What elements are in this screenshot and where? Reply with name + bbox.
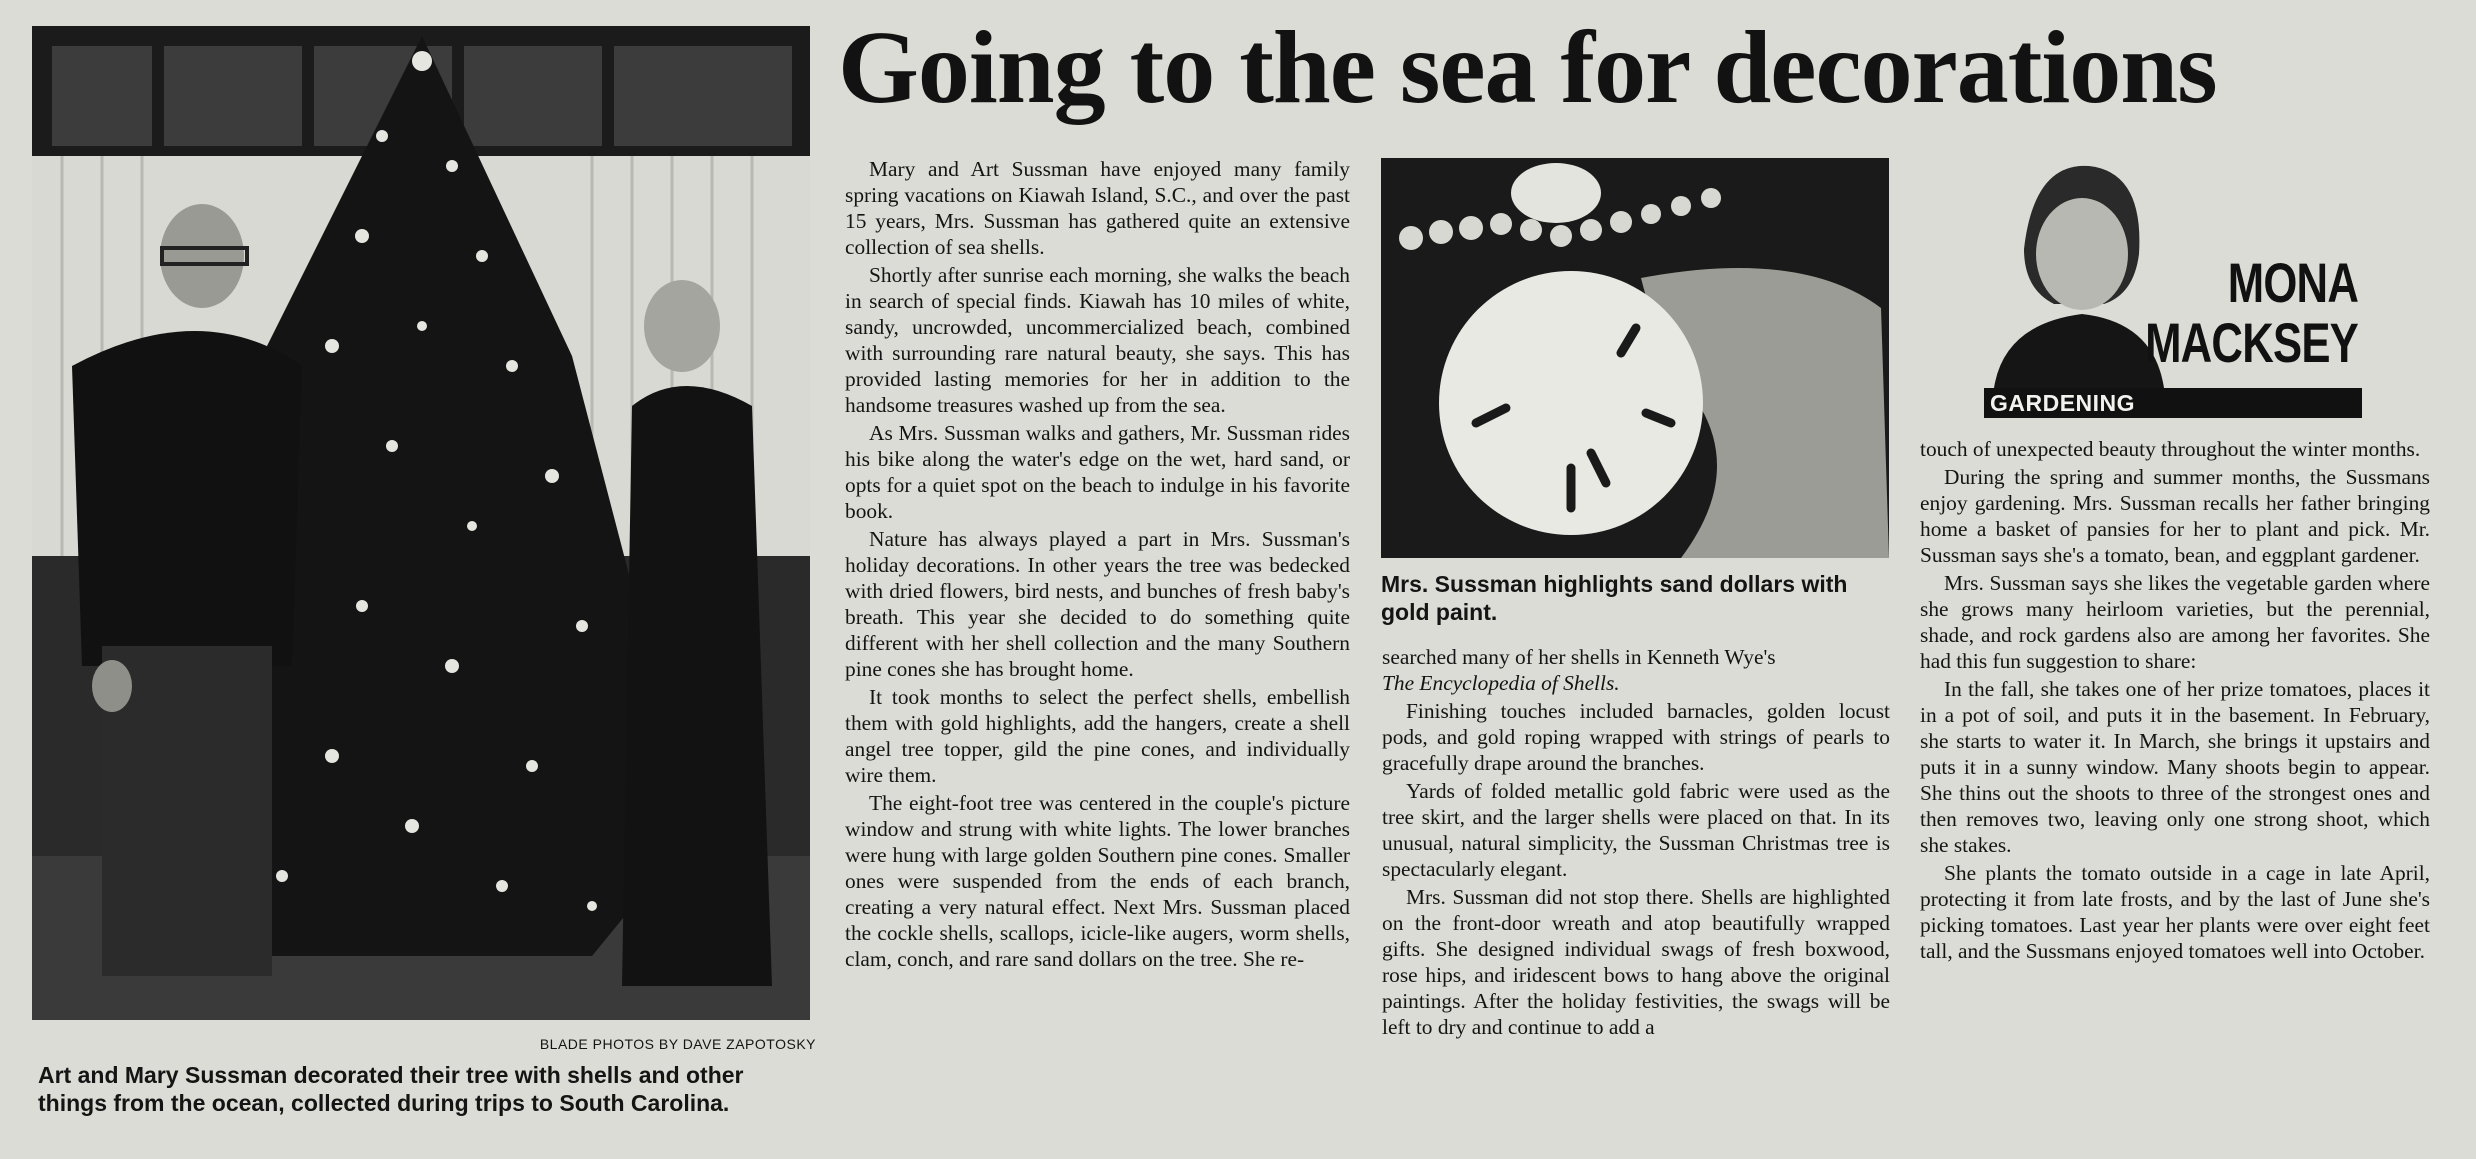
col2-paragraph: Yards of folded metallic gold fabric were used as the tree skirt, and the larger shells were placed on that. In its unusual, natural simplicity, the Sussman Christmas tree is spectacularly elegant. bbox=[1382, 779, 1890, 881]
col1-paragraph: Nature has always played a part in Mrs. Sussman's holiday decorations. In other years the tree was bedecked with dried flowers, bird nests, and bunches of fresh baby's breath. This year she decided to do something quite different with her shell collection and the many Southern pine cones she has brought home. bbox=[845, 527, 1350, 681]
col2-lead-text: searched many of her shells in Kenneth Wye's bbox=[1382, 645, 1776, 669]
article-column-3 bbox=[1920, 436, 2430, 1116]
tree-caption-line-2: things from the ocean, collected during trips to South Carolina. bbox=[38, 1090, 730, 1116]
col2-lead bbox=[1382, 644, 1890, 696]
col1-paragraph: The eight-foot tree was centered in the couple's picture window and strung with white lights. The lower branches were hung with large golden Southern pine cones. Smaller ones were suspended from the ends of each branch, creating a very natural effect. Next Mrs. Sussman placed the cockle shells, scallops, icicle-like augers, worm shells, clam, conch, and rare sand dollars on the tree. She re- bbox=[845, 791, 1350, 971]
col1-paragraph: As Mrs. Sussman walks and gathers, Mr. Sussman rides his bike along the water's edge on the wet, hard sand, or opts for a quiet spot on the beach to indulge in his favorite book. bbox=[845, 421, 1350, 523]
col2-paragraph: Mrs. Sussman did not stop there. Shells are highlighted on the front-door wreath and atop beautifully wrapped gifts. She designed individual swags of fresh boxwood, rose hips, and iridescent bows to hang above the original paintings. After the holiday festivities, the swags will be left to dry and continue to add a bbox=[1382, 885, 1890, 1039]
col2-paragraph: Finishing touches included barnacles, golden locust pods, and gold roping wrapped with strings of pearls to gracefully drape around the branches. bbox=[1382, 699, 1890, 775]
col1-paragraph: Mary and Art Sussman have enjoyed many family spring vacations on Kiawah Island, S.C., and over the past 15 years, Mrs. Sussman has gathered quite an extensive collection of sea shells. bbox=[845, 157, 1350, 259]
article-headline: Going to the sea for decorations bbox=[838, 10, 2217, 125]
gardening-column-logo bbox=[1984, 154, 2362, 419]
sand-dollar-image bbox=[1381, 158, 1889, 558]
col3-paragraph: Mrs. Sussman says she likes the vegetable garden where she grows many heirloom varieties, but the perennial, shade, and rock gardens also are among her favorites. She had this fun suggestion to share: bbox=[1920, 571, 2430, 673]
col3-paragraph: During the spring and summer months, the Sussmans enjoy gardening. Mrs. Sussman recalls her father bringing home a basket of pansies for her to plant and pick. Mr. Sussman says she's a tomato, bean, and eggplant gardener. bbox=[1920, 465, 2430, 567]
col3-paragraph: In the fall, she takes one of her prize tomatoes, places it in a pot of soil, and puts it in the basement. In February, she starts to water it. In March, she brings it upstairs and puts it in a sunny window. Many shoots begin to appear. She thins out the shoots to three of the strongest ones and then removes two, leaving only one strong shoot, which she stakes. bbox=[1920, 677, 2430, 857]
col3-paragraph: She plants the tomato outside in a cage in late April, protecting it from late frosts, and by the last of June she's picking tomatoes. Last year her plants were over eight feet tall, and the Sussmans enjoyed tomatoes well into October. bbox=[1920, 861, 2430, 963]
col1-paragraph: Shortly after sunrise each morning, she walks the beach in search of special finds. Kiawah has 10 miles of white, sandy, uncrowded, uncommercialized beach, combined with surrounding rare natural beauty, she says. This has provided lasting memories for her in addition to the handsome treasures washed up from the sea. bbox=[845, 263, 1350, 417]
sand-dollar-photo bbox=[1381, 158, 1889, 558]
tree-photo-caption bbox=[38, 1061, 828, 1121]
section-label: GARDENING bbox=[1990, 390, 2136, 416]
tree-photo bbox=[32, 26, 810, 1020]
article-column-2 bbox=[1382, 644, 1890, 1114]
tree-photo-image bbox=[32, 26, 810, 1020]
sand-dollar-caption-line-1: Mrs. Sussman highlights sand dollars with bbox=[1381, 571, 1848, 597]
photo-credit: BLADE PHOTOS BY DAVE ZAPOTOSKY bbox=[539, 1036, 816, 1052]
sand-dollar-caption-line-2: gold paint. bbox=[1381, 599, 1498, 625]
sand-dollar-caption bbox=[1381, 570, 1891, 630]
author-last-name: MACKSEY bbox=[2145, 311, 2358, 374]
article-column-1 bbox=[845, 156, 1350, 1116]
section-banner bbox=[1984, 388, 2362, 418]
author-portrait bbox=[1984, 154, 2164, 388]
tree-caption-line-1: Art and Mary Sussman decorated their tree with shells and other bbox=[38, 1062, 744, 1088]
book-title: The Encyclopedia of Shells. bbox=[1382, 671, 1620, 695]
col1-paragraph: It took months to select the perfect shells, embellish them with gold highlights, add the hangers, create a shell angel tree topper, gild the pine cones, and individually wire them. bbox=[845, 685, 1350, 787]
col3-paragraph: touch of unexpected beauty throughout the winter months. bbox=[1920, 437, 2421, 461]
author-first-name: MONA bbox=[2227, 251, 2358, 314]
